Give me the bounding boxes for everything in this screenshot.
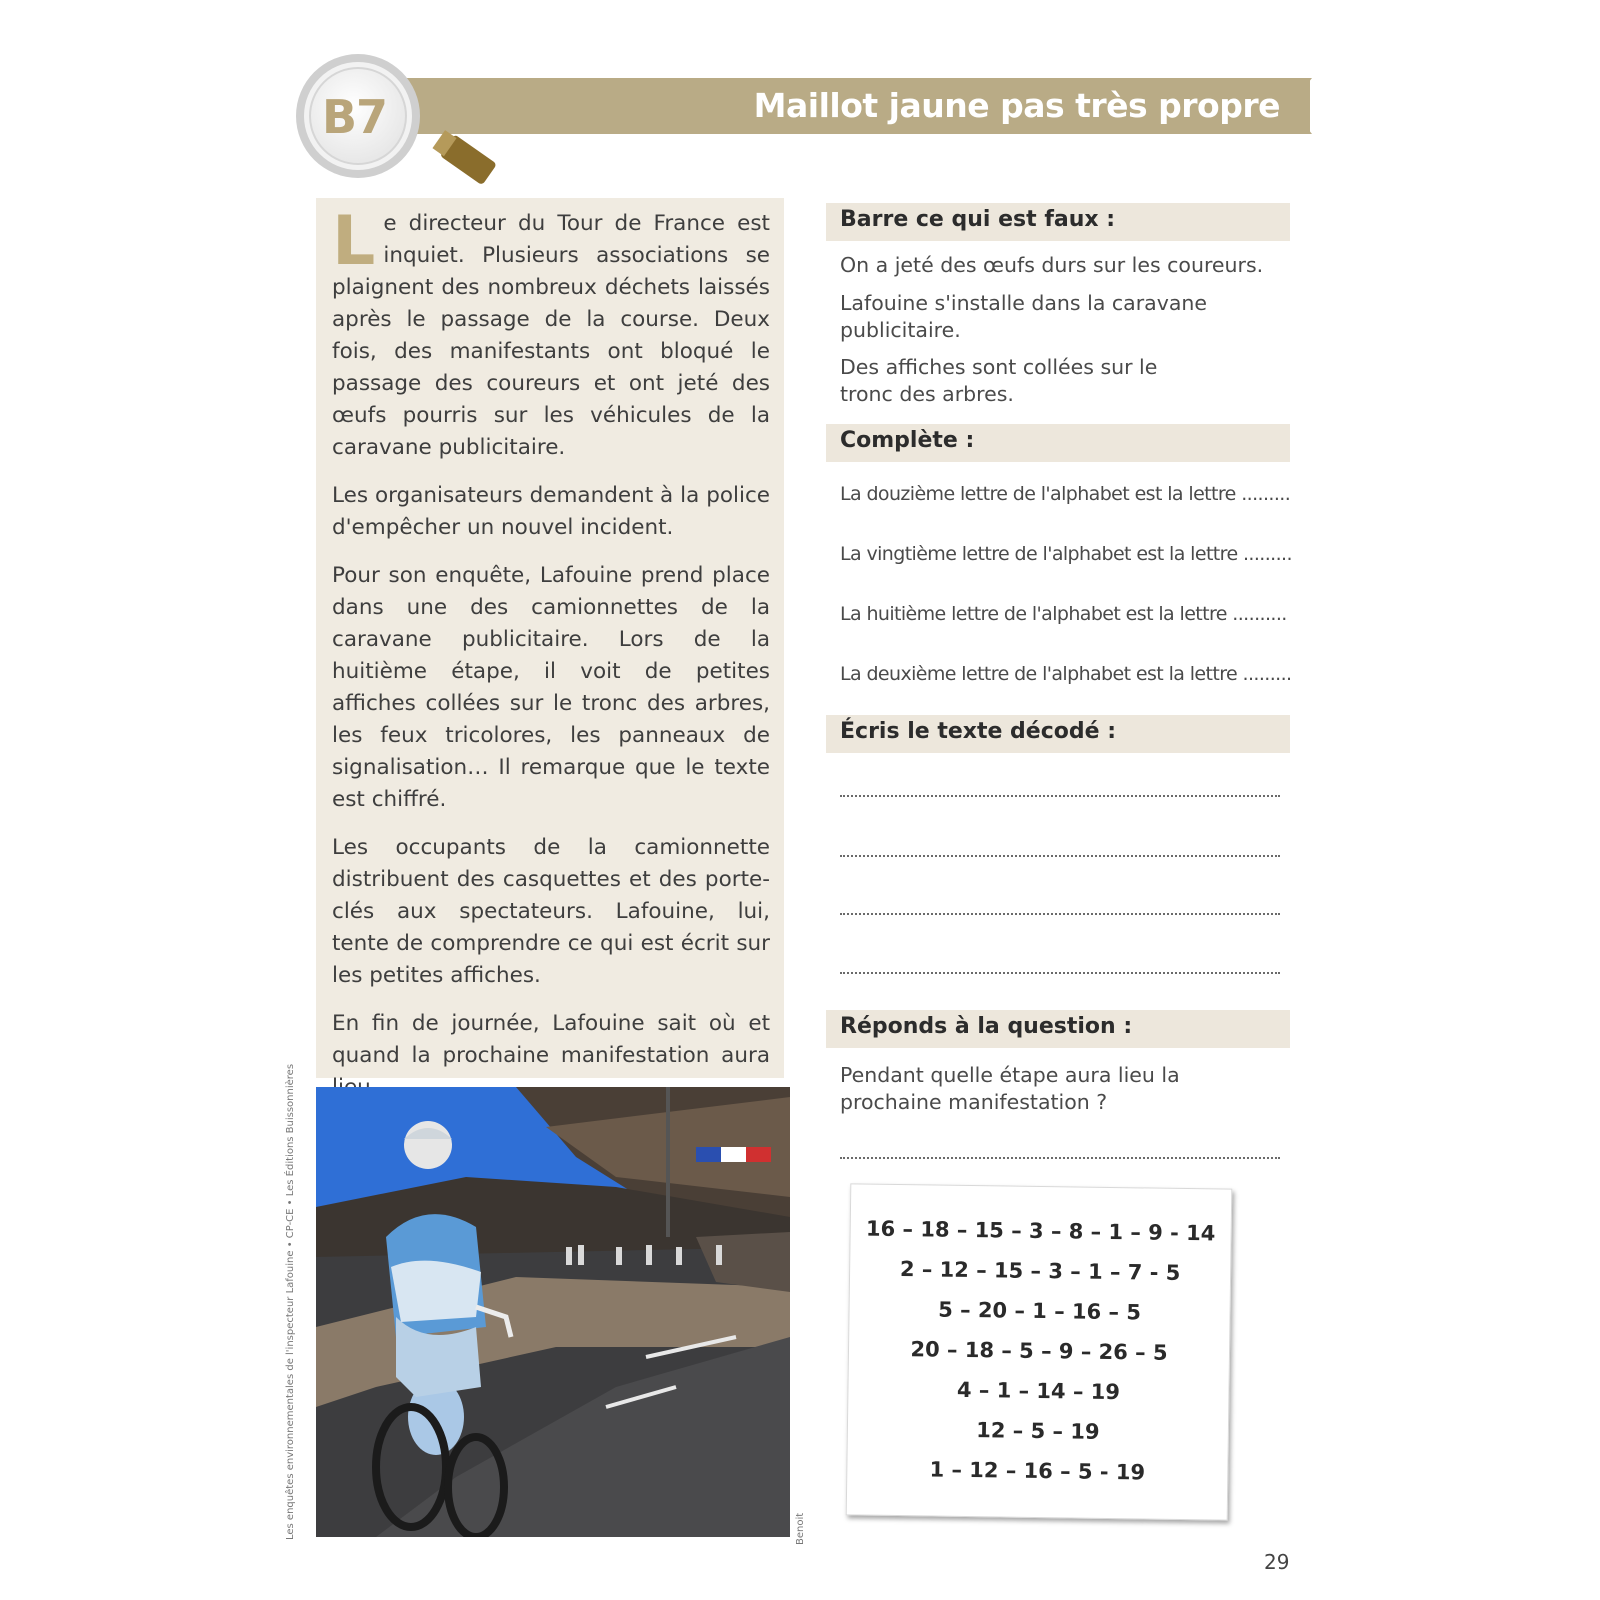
section-ecris	[826, 715, 1290, 753]
code-card	[846, 1183, 1233, 1520]
answer-line-1[interactable]	[840, 795, 1280, 797]
complete-item-2[interactable]: La vingtième lettre de l'alphabet est la lettre .........	[840, 543, 1292, 565]
cyclist-photo	[316, 1087, 790, 1537]
story-text	[332, 202, 770, 1120]
page-title: Maillot jaune pas très propre	[753, 86, 1280, 125]
story-paragraph-5: En fin de journée, Lafouine sait où et quand la prochaine manifestation aura	[332, 1011, 770, 1068]
code-line-4: 20 – 18 – 5 – 9 – 26 – 5	[910, 1337, 1168, 1365]
side-credit: Les enquêtes environnementales de l'inspecteur Lafouine • CP-CE • Les Éditions Buissonnières	[285, 1063, 296, 1540]
chapter-badge: B7	[322, 90, 388, 144]
barre-item-1[interactable]: On a jeté des œufs durs sur les coureurs.	[840, 253, 1264, 277]
section-reponds	[826, 1010, 1290, 1048]
answer-line-2[interactable]	[840, 855, 1280, 857]
section-complete-heading: Complète :	[840, 428, 975, 453]
story-paragraph-3: Pour son enquête, Lafouine prend place dans une des camionnettes de la caravane publicitaire. Lors de la huitième étape, il voit de petites affiches collées sur le tronc des arbres, les feux tricolores, les panneaux de signalisation… Il remarque que le texte est chiffré.	[332, 563, 770, 812]
barre-item-2[interactable]: Lafouine s'installe dans la caravane publicitaire.	[840, 291, 1208, 342]
story-paragraph-1-text: e directeur du Tour de France est inquiet. Plusieurs associations se plaignent des nombreux déchets laissés après le passage de la course. Deux fois, des manifestants ont bloqué le passage des coureurs et ont jeté des œufs pourris sur les véhicules de la caravane publicitaire.	[332, 211, 770, 460]
section-complete	[826, 424, 1290, 462]
story-paragraph-1	[332, 202, 770, 464]
code-line-5: 4 – 1 – 14 – 19	[956, 1377, 1121, 1405]
answer-line-4[interactable]	[840, 972, 1280, 974]
code-line-2: 2 – 12 – 15 – 3 – 1 – 7 - 5	[899, 1257, 1181, 1285]
code-line-3: 5 – 20 – 1 – 16 – 5	[938, 1297, 1142, 1325]
code-line-1: 16 – 18 – 15 – 3 – 8 – 1 – 9 - 14	[865, 1216, 1216, 1246]
section-barre	[826, 203, 1290, 241]
answer-line-3[interactable]	[840, 913, 1280, 915]
section-ecris-heading: Écris le texte décodé :	[840, 719, 1117, 744]
title-banner-tail	[1290, 78, 1312, 134]
story-paragraph-4: Les occupants de la camionnette distribuent des casquettes et des porte-clés aux spectateurs. Lafouine, lui, tente de comprendre ce qui est écrit sur les petites affiches.	[332, 835, 770, 988]
photo-credit: Benoit	[795, 1512, 806, 1545]
section-reponds-heading: Réponds à la question :	[840, 1014, 1133, 1039]
story-paragraph-2: Les organisateurs demandent à la police d'empêcher un nouvel incident.	[332, 483, 770, 540]
barre-item-3[interactable]: Des affiches sont collées sur le tronc des arbres.	[840, 355, 1158, 406]
drop-cap: L	[332, 202, 376, 281]
page-number: 29	[1264, 1550, 1290, 1574]
story-panel	[316, 198, 784, 1078]
complete-item-4[interactable]: La deuxième lettre de l'alphabet est la lettre .........	[840, 663, 1292, 685]
complete-item-1[interactable]: La douzième lettre de l'alphabet est la lettre .........	[840, 483, 1291, 505]
section-barre-heading: Barre ce qui est faux :	[840, 207, 1116, 232]
question-answer-line[interactable]	[840, 1157, 1280, 1159]
question-text: Pendant quelle étape aura lieu la prochaine manifestation ?	[840, 1063, 1180, 1114]
complete-item-3[interactable]: La huitième lettre de l'alphabet est la lettre ..........	[840, 603, 1287, 625]
code-line-7: 1 – 12 – 16 – 5 - 19	[929, 1457, 1146, 1485]
code-line-6: 12 – 5 – 19	[976, 1418, 1100, 1444]
